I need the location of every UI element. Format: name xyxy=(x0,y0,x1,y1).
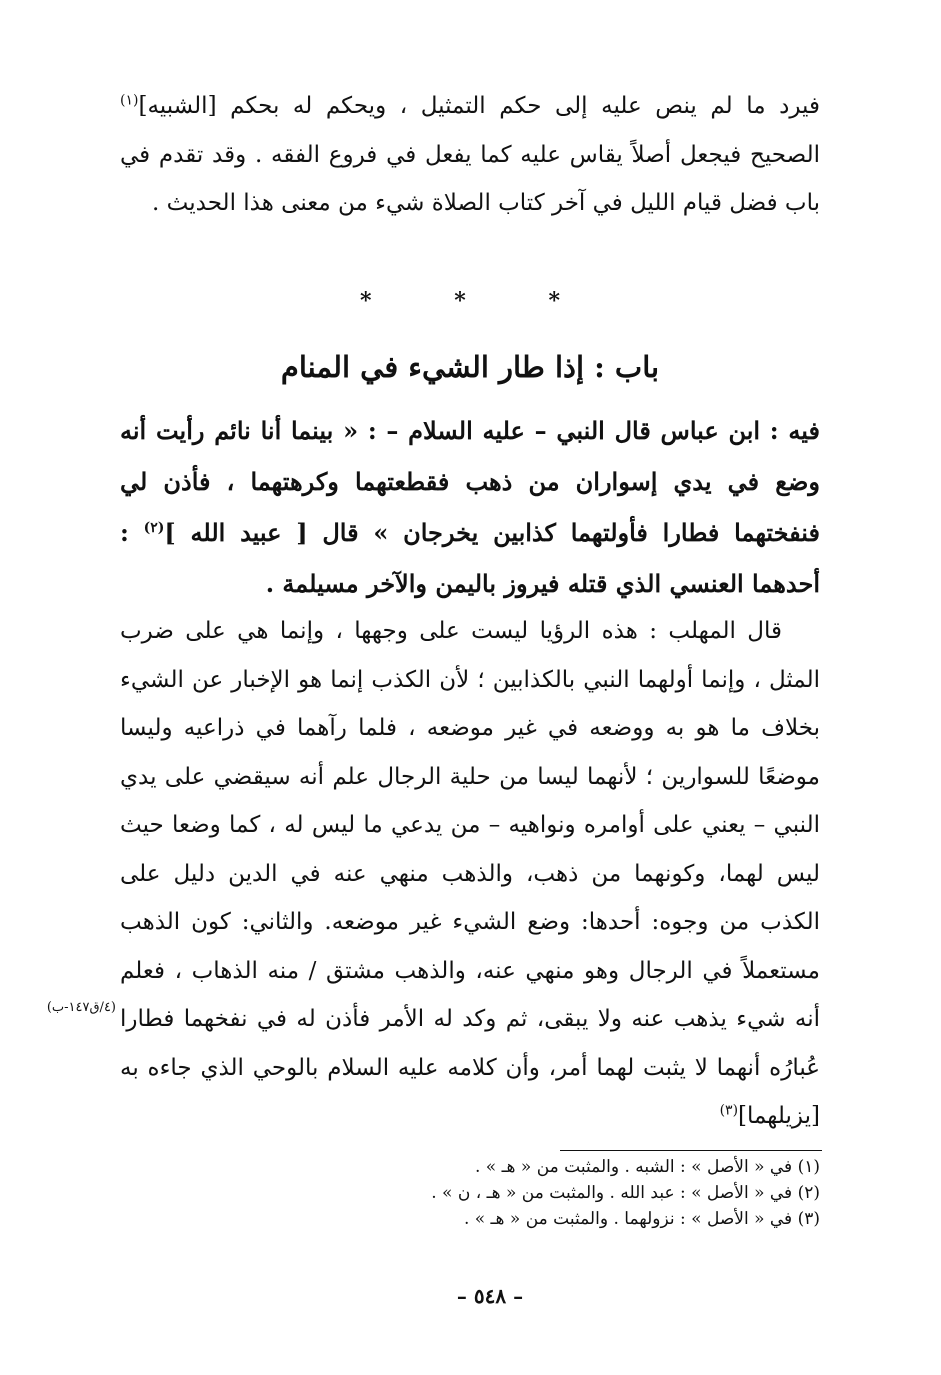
chapter-title: باب : إذا طار الشيء في المنام xyxy=(280,350,660,384)
intro-text-end: الصحيح فيجعل أصلاً يقاس عليه كما يفعل في فروع الفقه . وقد تقدم في باب فضل قيام الليل في آخر كتاب الصلاة شيء من معنى هذا الحديث . xyxy=(120,141,820,216)
separator-star: * xyxy=(360,288,372,314)
intro-paragraph xyxy=(120,82,820,228)
hadith-text-start: فيه : ابن عباس قال النبي – عليه السلام – : « بينما أنا نائم رأيت أنه وضع في يدي إسواران من ذهب فقطعتهما وكرهتهما ، فأذن لي فنفختهما فطارا فأولتهما كذابين يخرجان » قال [ عبيد الله ] xyxy=(120,416,820,547)
footnote-ref-2: (٢) xyxy=(143,520,165,536)
hadith-paragraph xyxy=(120,405,820,609)
footnote-item: (١) في « الأصل » : الشبه . والمثبت من « هـ » . xyxy=(474,1157,820,1177)
footnote-ref-3: (٣) xyxy=(719,1102,739,1119)
intro-text-start: فيرد ما لم ينص عليه إلى حكم التمثيل ، ويحكم له بحكم [الشبيه] xyxy=(138,93,820,119)
section-separator xyxy=(360,288,560,314)
page-number: – ٥٤٨ – xyxy=(456,1284,524,1308)
separator-star: * xyxy=(548,288,560,314)
footnote-item: (٣) في « الأصل » : نزولهما . والمثبت من « هـ » . xyxy=(463,1209,820,1229)
commentary-text: قال المهلب : هذه الرؤيا ليست على وجهها ، وإنما هي على ضرب المثل ، وإنما أولهما النبي بالكذابين ؛ لأن الكذب إنما هو الإخبار عن الشيء بخلاف ما هو به ووضعه في غير موضعه ، فلما رآهما في ذراعيه وليسا موضعًا للسوارين ؛ لأنهما ليسا من حلية الرجال علم أنه سيقضي على يدي النبي – يعني على أوامره ونواهيه – من يدعي ما ليس له ، كما وضعا حيث ليس لهما، وكونهما من ذهب، والذهب منهي عنه في الدين دليل على الكذب من وجوه: أحدها: وضع الشيء غير موضعه. والثاني: كون الذهب مستعملاً في الرجال وهو منهي عنه، والذهب مشتق / منه الذهاب ، فعلم أنه شيء يذهب عنه ولا يبقى، ثم وكد له الأمر فأذن له في نفخهما فطارا عُبارُه أنهما لا يثبت لهما أمر، وأن كلامه عليه السلام بالوحي الذي جاءه به [يزيلهما] xyxy=(120,618,820,1129)
footnotes-list xyxy=(120,1154,820,1232)
footnote-divider xyxy=(560,1150,822,1151)
hadith-text-end: : أحدهما العنسي الذي قتله فيروز باليمن والآخر مسيلمة . xyxy=(120,518,820,598)
separator-star: * xyxy=(454,288,466,314)
commentary-paragraph xyxy=(120,607,820,1141)
manuscript-folio-note: (٤/ق١٤٧-ب) xyxy=(46,1000,116,1015)
footnote-ref-1: (١) xyxy=(120,92,139,109)
footnote-item: (٢) في « الأصل » : عبد الله . والمثبت من « هـ ، ن » . xyxy=(431,1183,820,1203)
